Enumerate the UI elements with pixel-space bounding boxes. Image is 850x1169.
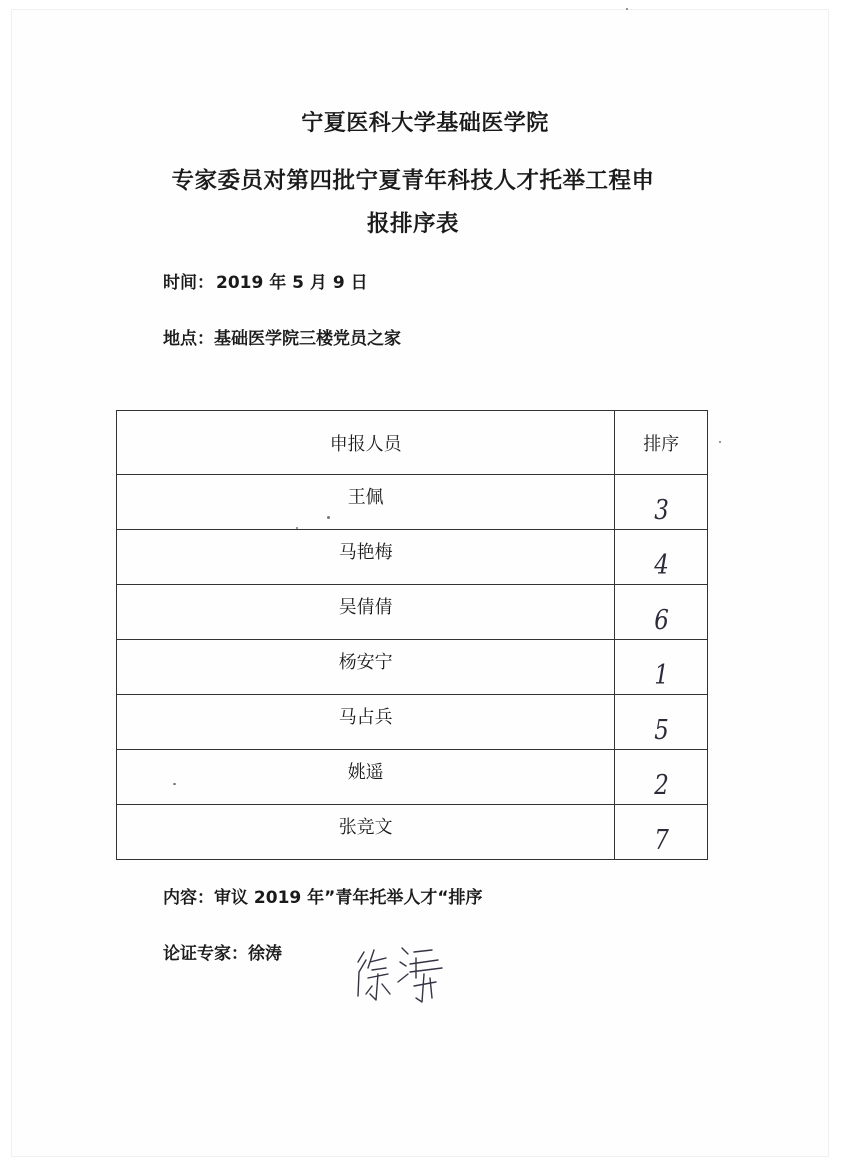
handwritten-rank: 6 [653,604,669,636]
time-label: 时间： [163,273,214,293]
applicant-name-cell [117,640,615,695]
applicant-name-cell [117,805,615,860]
scan-speck [327,516,330,519]
rank-cell [615,805,708,860]
applicant-name: 吴倩倩 [338,597,393,618]
applicant-name-cell [117,695,615,750]
table-row [117,750,708,805]
handwritten-rank: 5 [653,714,669,746]
table-row [117,530,708,585]
content-value: 审议 2019 年”青年托举人才“排序 [214,888,483,908]
place-label: 地点： [163,329,214,349]
applicant-name: 姚遥 [347,762,384,783]
meeting-time [163,268,368,293]
expert-label: 论证专家： [163,944,248,964]
rank-cell [615,640,708,695]
handwritten-rank: 4 [653,549,669,581]
applicant-name-cell [117,530,615,585]
meeting-place [163,324,401,349]
handwritten-signature [352,938,462,1018]
document-title-line-1: 专家委员对第四批宁夏青年科技人才托举工程申 [171,168,655,194]
applicant-name-cell [117,475,615,530]
applicant-name: 马艳梅 [338,542,393,563]
applicant-name: 王佩 [347,487,384,508]
handwritten-rank: 1 [653,659,669,691]
table-row [117,805,708,860]
applicant-name: 张竞文 [338,817,393,838]
table-header-row [117,411,708,475]
place-value: 基础医学院三楼党员之家 [214,329,401,349]
content-label: 内容： [163,888,214,908]
table-row [117,585,708,640]
scan-speck [626,8,628,10]
rank-cell [615,585,708,640]
review-content [163,883,483,908]
handwritten-rank: 7 [653,824,669,856]
applicant-name: 杨安宁 [338,652,393,673]
review-expert [163,939,282,964]
scan-speck [173,783,176,785]
applicant-name-cell [117,585,615,640]
handwritten-rank: 2 [653,769,669,801]
scan-speck [719,441,721,443]
column-header-applicant: 申报人员 [117,411,615,475]
applicant-name-cell [117,750,615,805]
rank-cell [615,530,708,585]
table-row [117,475,708,530]
ranking-table [116,410,708,860]
applicant-name: 马占兵 [338,707,393,728]
org-title: 宁夏医科大学基础医学院 [301,111,549,136]
table-row [117,640,708,695]
table-row [117,695,708,750]
expert-name: 徐涛 [248,944,282,964]
document-title-line-2: 报排序表 [366,211,459,237]
scan-speck [296,527,298,529]
rank-cell [615,695,708,750]
rank-cell [615,475,708,530]
handwritten-rank: 3 [653,494,669,526]
column-header-rank: 排序 [615,411,708,475]
time-value: 2019 年 5 月 9 日 [216,273,368,293]
rank-cell [615,750,708,805]
